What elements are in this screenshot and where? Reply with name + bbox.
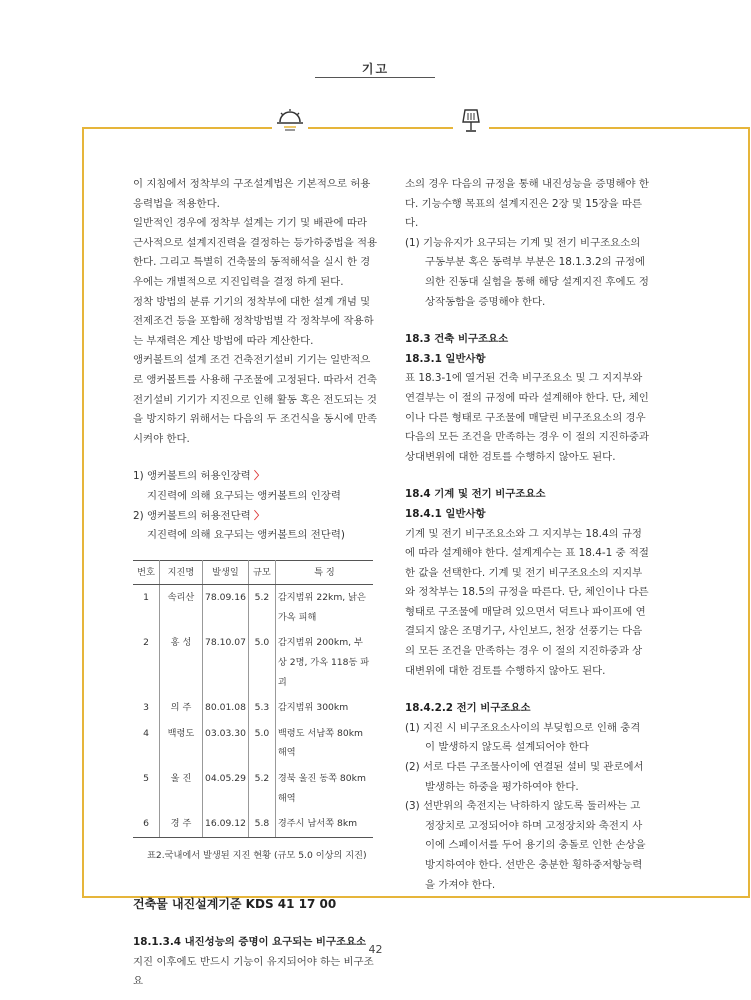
anchor-tension-desc: 지진력에 의해 요구되는 앵커볼트의 인장력	[147, 489, 341, 502]
table-row: 2 홍 성 78.10.07 5.0 감지범위 200km, 부상 2명, 가옥 118동 파괴	[133, 630, 373, 695]
table-header: 발생일	[203, 560, 249, 585]
sunset-icon	[272, 108, 308, 136]
anchor-shear-desc: 지진력에 의해 요구되는 앵커볼트의 전단력)	[147, 529, 345, 542]
earthquake-table	[133, 560, 373, 838]
right-list-item: (1) 지진 시 비구조요소사이의 부딪힘으로 인해 충격이 발생하지 않도록 설계되어야 한다	[405, 721, 641, 754]
section-title: 건축물 내진설계기준 KDS 41 17 00	[133, 897, 337, 912]
arrow-right-icon: 〉	[253, 509, 265, 522]
table-caption: 표2.국내에서 발생된 지진 현황 (규모 5.0 이상의 지진)	[147, 849, 367, 861]
anchor-shear-item: 2) 앵커볼트의 허용전단력 〉	[133, 509, 265, 522]
right-paragraph-1: 소의 경우 다음의 규정을 통해 내진성능을 증명해야 한다. 기능수행 목표의 설계지진은 2장 및 15장을 따른다.	[405, 178, 649, 230]
left-paragraph-2: 일반적인 경우에 정착부 설계는 기기 및 배관에 따라 근사적으로 설계지진력을 결정하는 등가하중법을 적용한다. 그리고 특별히 건축물의 동적해석을 실시 한 경우에는 개별적으로 지진입력을 결정 하게 된다.	[133, 217, 378, 288]
right-item-1: (1) 기능유지가 요구되는 기계 및 전기 비구조요소의 구동부분 혹은 동력부 부분은 18.1.3.2의 규정에 의한 진동대 실험을 통해 해당 설계지진 후에도 정상작동함을 증명해야 한다.	[405, 236, 649, 308]
heading-18-4-1: 18.4.1 일반사항	[405, 507, 486, 520]
table-header: 지진명	[160, 560, 203, 585]
frame-top-right	[486, 127, 750, 129]
right-paragraph-3: 표 18.3-1에 열거된 건축 비구조요소 및 그 지지부와 연결부는 이 절의 규정에 따라 설계해야 한다. 단, 체인이나 다른 형태로 구조물에 매달린 비구조요소의 경우 다음의 모든 조건을 만족하는 경우 이 절의 지진하중과 상대변위에 대한 검토를 수행하지 않아도 된다.	[405, 372, 649, 463]
table-row: 1 속리산 78.09.16 5.2 감지범위 22km, 낡은 가옥 피해	[133, 585, 373, 631]
page-number: 42	[368, 943, 383, 956]
header-underline	[315, 77, 435, 78]
right-column	[405, 175, 650, 895]
left-paragraph-3: 정착 방법의 분류 기기의 정착부에 대한 설계 개념 및 전제조건 등을 포함해 정착방법별 각 정착부에 작용하는 부재력은 계산 방법에 따라 계산한다.	[133, 295, 374, 347]
frame-top-middle	[304, 127, 454, 129]
left-column	[133, 175, 378, 992]
table-row: 3 의 주 80.01.08 5.3 감지범위 300km	[133, 695, 373, 721]
header-title: 기고	[361, 62, 390, 76]
frame-top-left	[82, 127, 276, 129]
right-list-item: (2) 서로 다른 구조물사이에 연결된 설비 및 관로에서 발생하는 하중을 평가하여야 한다.	[405, 761, 644, 793]
left-paragraph-4: 앵커볼트의 설계 조건 건축전기설비 기기는 일반적으로 앵커볼트를 사용해 구조물에 고정된다. 따라서 건축전기설비 기기가 지진으로 인해 활동 혹은 전도되는 것을 방지하기 위해서는 다음의 두 조건식을 동시에 만족시켜야 한다.	[133, 354, 377, 445]
heading-18-4-2-2: 18.4.2.2 전기 비구조요소	[405, 702, 531, 715]
lamp-icon	[453, 108, 489, 136]
table-row: 6 경 주 16.09.12 5.8 경주시 남서쪽 8km	[133, 811, 373, 837]
table-header: 규모	[248, 560, 275, 585]
arrow-right-icon: 〉	[253, 470, 265, 483]
left-paragraph-1: 이 지침에서 정착부의 구조설계법은 기본적으로 허용응력법을 적용한다.	[133, 178, 371, 210]
anchor-tension-item: 1) 앵커볼트의 허용인장력 〉	[133, 470, 265, 483]
table-row: 4 백령도 03.03.30 5.0 백령도 서남쪽 80km 해역	[133, 721, 373, 766]
table-row: 5 울 진 04.05.29 5.2 경북 울진 동쪽 80km 해역	[133, 766, 373, 811]
heading-18-3-1: 18.3.1 일반사항	[405, 352, 486, 365]
heading-18-3: 18.3 건축 비구조요소	[405, 333, 509, 346]
right-list-item: (3) 선반위의 축전지는 낙하하지 않도록 둘러싸는 고정장치로 고정되어야 하며 고정장치와 축전지 사이에 스페이서를 두어 용기의 충돌로 인한 손상을 방지하여야 한다. 선반은 충분한 횡하중저항능력을 가져야 한다.	[405, 800, 646, 891]
subsection-text: 지진 이후에도 반드시 기능이 유지되어야 하는 비구조요	[133, 955, 374, 988]
table-header: 특 징	[275, 560, 373, 585]
table-header: 번호	[133, 560, 160, 585]
right-paragraph-4: 기계 및 전기 비구조요소와 그 지지부는 18.4의 규정에 따라 설계해야 한다. 설계계수는 표 18.4-1 중 적절한 값을 선택한다. 기계 및 전기 비구조요소의 지지부와 정착부는 18.5의 규정을 따른다. 단, 체인이나 다른 형태로 구조물에 매달려 있으면서 덕트나 파이프에 연결되지 않은 조명기구, 사인보드, 천장 선풍기는 다음의 모든 조건을 만족하는 경우 이 절의 지진하중과 상대변위에 대한 검토를 수행하지 않아도 된다.	[405, 527, 649, 677]
heading-18-4: 18.4 기계 및 전기 비구조요소	[405, 488, 546, 501]
subsection-title: 18.1.3.4 내진성능의 증명이 요구되는 비구조요소	[133, 936, 367, 948]
